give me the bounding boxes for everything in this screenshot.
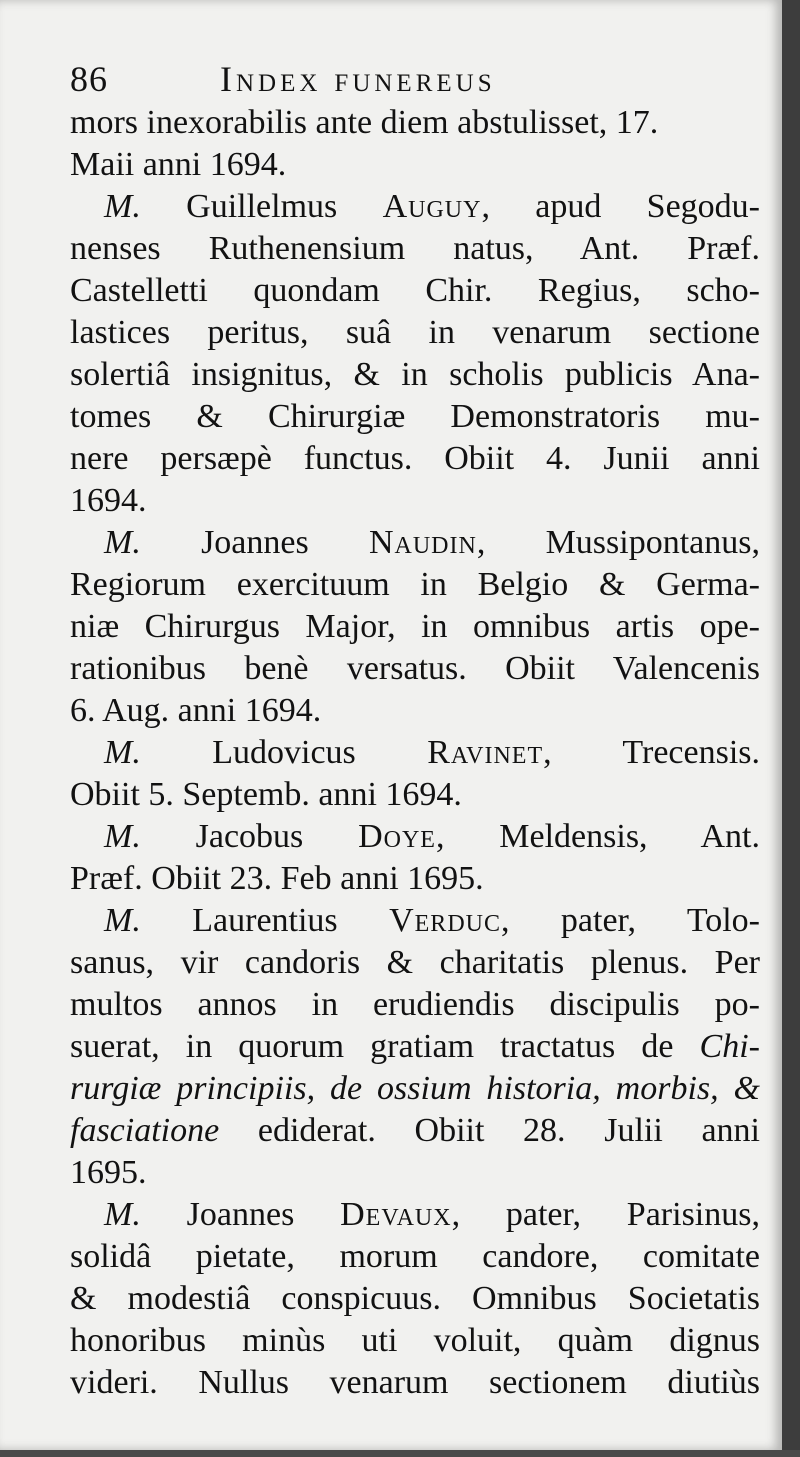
text-line <box>70 1320 760 1362</box>
text-segment: nere persæpè functus. Obiit 4. Junii anni <box>70 440 760 477</box>
text-segment: lastices peritus, suâ in venarum sectione <box>70 314 760 351</box>
text-line <box>70 858 760 900</box>
text-line <box>70 690 760 732</box>
page-text <box>70 58 760 1404</box>
text-line <box>70 396 760 438</box>
text-segment: tomes & Chirurgiæ Demonstratoris mu- <box>70 398 760 435</box>
text-segment: , pater, Parisinus, <box>451 1196 760 1233</box>
text-segment: honoribus minùs uti voluit, quàm dignus <box>70 1322 760 1359</box>
running-header <box>70 58 760 102</box>
text-line <box>70 228 760 270</box>
text-segment: Castelletti quondam Chir. Regius, scho- <box>70 272 760 309</box>
text-line <box>70 480 760 522</box>
surname: Verduc <box>389 902 501 939</box>
text-segment: multos annos in erudiendis discipulis po- <box>70 986 760 1023</box>
running-title: Index funereus <box>220 59 496 99</box>
text-segment: niæ Chirurgus Major, in omnibus artis ope- <box>70 608 760 645</box>
text-segment: Obiit 5. Septemb. anni 1694. <box>70 776 462 813</box>
text-segment: & modestiâ conspicuus. Omnibus Societatis <box>70 1280 760 1317</box>
text-line <box>70 984 760 1026</box>
text-line <box>70 774 760 816</box>
text-segment: 1695. <box>70 1154 147 1191</box>
text-segment: Joannes <box>186 1196 341 1233</box>
text-line <box>70 564 760 606</box>
italic-text: M. <box>104 818 196 855</box>
text-segment: Ludovicus <box>212 734 428 771</box>
italic-text: M. <box>104 1196 187 1233</box>
text-segment: solertiâ insignitus, & in scholis publicis Ana- <box>70 356 760 393</box>
body-text <box>70 102 760 1404</box>
text-line <box>70 606 760 648</box>
surname: Devaux <box>340 1196 452 1233</box>
text-segment: sanus, vir candoris & charitatis plenus. Per <box>70 944 760 981</box>
text-segment: 6. Aug. anni 1694. <box>70 692 322 729</box>
italic-text: rurgiæ principiis, de ossium historia, morbis, & <box>70 1070 760 1107</box>
page-edge-shadow <box>782 0 800 1457</box>
text-segment: Jacobus <box>195 818 359 855</box>
text-line <box>70 1236 760 1278</box>
text-segment: nenses Ruthenensium natus, Ant. Præf. <box>70 230 760 267</box>
text-segment: , Trecensis. <box>543 734 760 771</box>
italic-text: Chi- <box>699 1028 760 1065</box>
text-line <box>70 1026 760 1068</box>
text-segment: mors inexorabilis ante diem abstulisset, 17. <box>70 104 659 141</box>
page-bottom-edge <box>0 1450 800 1457</box>
italic-text: fasciatione <box>70 1112 220 1149</box>
text-line <box>70 900 760 942</box>
text-segment: ediderat. Obiit 28. Julii anni <box>219 1112 760 1149</box>
text-line <box>70 1110 760 1152</box>
text-segment: rationibus benè versatus. Obiit Valencenis <box>70 650 760 687</box>
text-segment: Præf. Obiit 23. Feb anni 1695. <box>70 860 484 897</box>
text-segment: suerat, in quorum gratiam tractatus de <box>70 1028 700 1065</box>
text-line <box>70 522 760 564</box>
text-line <box>70 1278 760 1320</box>
surname: Ravinet <box>427 734 544 771</box>
text-segment: , pater, Tolo- <box>501 902 760 939</box>
text-segment: , Mussipontanus, <box>476 524 760 561</box>
text-segment: Laurentius <box>192 902 390 939</box>
text-line <box>70 312 760 354</box>
surname: Auguy <box>382 188 482 225</box>
text-segment: 1694. <box>70 482 147 519</box>
italic-text: M. <box>104 524 202 561</box>
text-segment: Guillelmus <box>186 188 383 225</box>
italic-text: M. <box>104 188 187 225</box>
text-segment: solidâ pietate, morum candore, comitate <box>70 1238 760 1275</box>
text-line <box>70 648 760 690</box>
italic-text: M. <box>104 902 193 939</box>
italic-text: M. <box>104 734 213 771</box>
text-line <box>70 186 760 228</box>
text-segment: , apud Segodu- <box>481 188 760 225</box>
text-line <box>70 732 760 774</box>
text-segment: Maii anni 1694. <box>70 146 287 183</box>
text-line <box>70 816 760 858</box>
text-segment: videri. Nullus venarum sectionem diutiùs <box>70 1364 760 1401</box>
text-segment: , Meldensis, Ant. <box>435 818 760 855</box>
text-line <box>70 1194 760 1236</box>
text-line <box>70 1152 760 1194</box>
text-line <box>70 942 760 984</box>
text-line <box>70 1068 760 1110</box>
text-line <box>70 354 760 396</box>
text-line <box>70 270 760 312</box>
text-line <box>70 102 760 144</box>
page-number: 86 <box>70 59 108 99</box>
text-line <box>70 1362 760 1404</box>
text-segment: Regiorum exercituum in Belgio & Germa- <box>70 566 760 603</box>
text-line <box>70 144 760 186</box>
surname: Doye <box>358 818 436 855</box>
text-segment: Joannes <box>201 524 369 561</box>
surname: Naudin <box>368 524 477 561</box>
text-line <box>70 438 760 480</box>
